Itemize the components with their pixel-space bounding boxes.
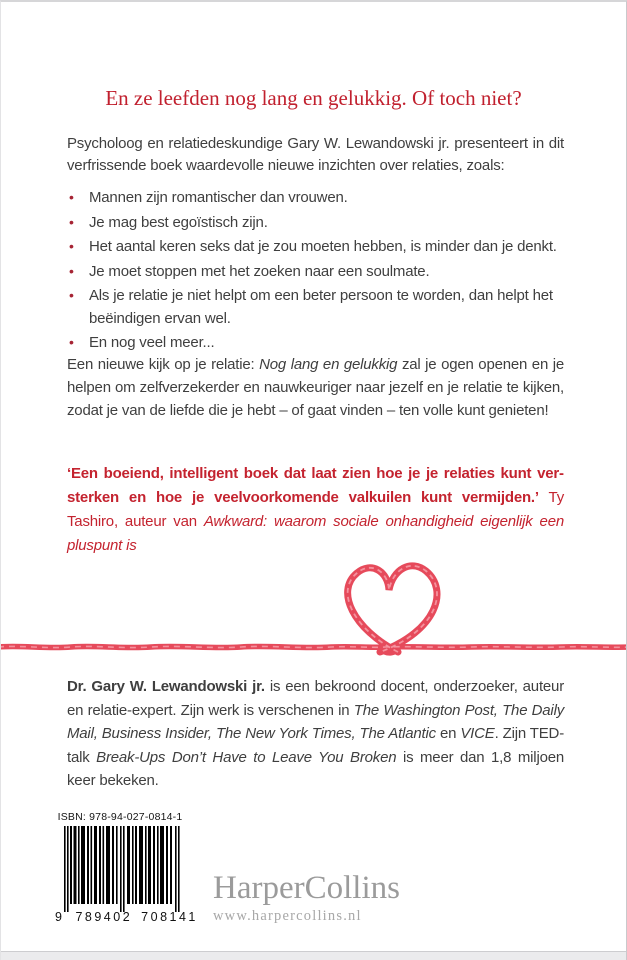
bullet-icon: •: [69, 213, 74, 230]
text-segment: The Washington Post, The Daily Mail, Business Insider, The New York Times, The Atlantic: [67, 701, 564, 742]
bullet-icon: •: [69, 262, 74, 279]
text-segment: VICE: [460, 725, 495, 742]
red-thread-heart-icon: [1, 547, 627, 667]
text-segment: Ty Tashiro, auteur van: [67, 489, 564, 530]
text-segment: zal je ogen openen en je helpen om zelfverzekerder en nauwkeuriger naar jezelf en je relatie te kijken, zodat je van de liefde die je hebt – of gaat vinden – ten volle kunt genieten!: [67, 356, 565, 419]
bullet-text: En nog veel meer...: [89, 334, 215, 351]
bullet-item: [67, 332, 564, 355]
endorsement-quote: [67, 462, 564, 558]
text-segment: . Zijn TED-talk: [67, 725, 564, 766]
text-segment: is meer dan 1,8 miljoen keer bekeken.: [67, 748, 565, 789]
page-edge: [1, 951, 626, 960]
bullet-text: Als je relatie je niet helpt om een beter persoon te worden, dan helpt het beëindigen ervan wel.: [89, 287, 553, 327]
bullet-item: [67, 285, 564, 330]
text-segment: Nog lang en gelukkig: [259, 356, 398, 373]
text-segment: Break-Ups Don’t Have to Leave You Broken: [96, 748, 397, 766]
barcode-bars-icon: [54, 826, 184, 914]
text-segment: en: [435, 725, 461, 742]
text-segment: Awkward: waarom sociale onhandigheid eigenlijk een pluspunt is: [67, 513, 564, 554]
bullet-text: Mannen zijn romantischer dan vrouwen.: [89, 189, 348, 206]
bullet-item: [67, 212, 564, 235]
publisher-block: [213, 870, 400, 925]
publisher-website: www.harpercollins.nl: [213, 908, 362, 924]
insights-list: [67, 187, 564, 357]
bullet-item: [67, 236, 564, 259]
text-segment: is een bekroond docent, onderzoeker, auteur en relatie-expert. Zijn werk is verschenen in: [67, 678, 564, 719]
bullet-icon: •: [69, 334, 74, 350]
bullet-icon: •: [69, 189, 74, 205]
intro-paragraph: [67, 133, 564, 177]
text-segment: Psycholoog en relatiedeskundige Gary W. Lewandowski jr. presenteert in dit verfrissende boek waardevolle nieuwe inzichten over relaties, zoals:: [67, 135, 564, 174]
tagline-heading: En ze leefden nog lang en gelukkig. Of toch niet?: [105, 86, 522, 110]
bullet-item: [67, 261, 564, 284]
isbn-label: ISBN: 978-94-027-0814-1: [57, 811, 183, 823]
body-paragraph: [67, 353, 564, 422]
text-segment: Een nieuwe kijk op je relatie:: [67, 356, 260, 373]
bullet-text: Je mag best egoïstisch zijn.: [89, 213, 268, 231]
author-bio: [67, 675, 564, 793]
barcode: [54, 811, 198, 926]
bullet-text: Je moet stoppen met het zoeken naar een soulmate.: [89, 262, 430, 280]
barcode-digits: 9 789402 708141: [55, 910, 198, 924]
text-segment: ‘Een boeiend, intelligent boek dat laat zien hoe je je relaties kunt versterken en hoe je veelvoorkomende valkuilen kunt vermijden.’: [67, 465, 564, 506]
text-segment: Dr. Gary W. Lewandowski jr.: [67, 678, 265, 695]
bullet-item: [67, 187, 564, 210]
bullet-text: Het aantal keren seks dat je zou moeten hebben, is minder dan je denkt.: [89, 238, 557, 255]
bullet-icon: •: [69, 238, 74, 254]
publisher-logo: HarperCollins: [213, 870, 400, 906]
bullet-icon: •: [69, 287, 74, 303]
